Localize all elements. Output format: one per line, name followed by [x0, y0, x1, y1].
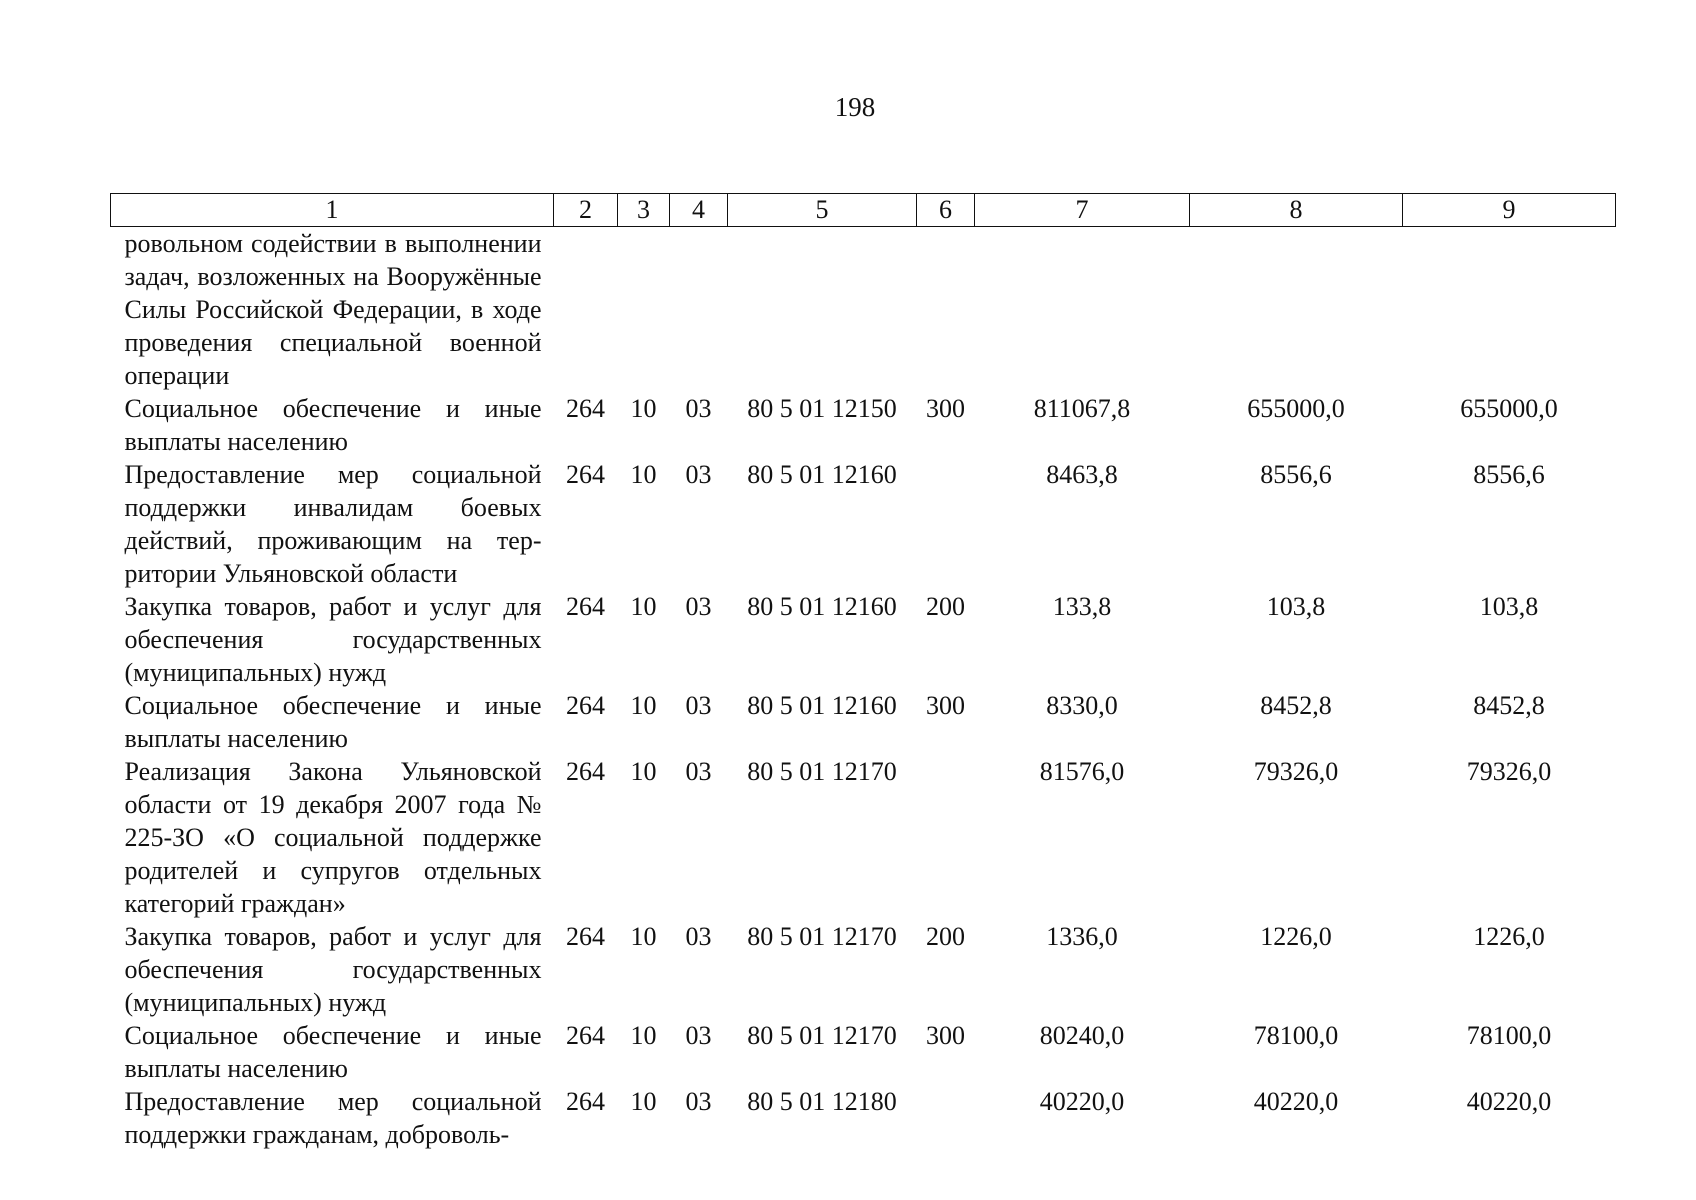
table-row [111, 755, 1616, 920]
cell-section: 10 [630, 691, 657, 720]
cell-subsection: 03 [685, 922, 712, 951]
cell-target-article: 80 5 01 12180 [747, 1087, 897, 1116]
cell-target-article: 80 5 01 12160 [747, 691, 897, 720]
row-name: Реализация Закона Ульяновской области от 19 декабря 2007 года № 225-ЗО «О социальной поддержке родителей и супругов отдельных категорий граждан» [124, 757, 542, 918]
column-header: 2 [554, 194, 618, 227]
cell-amount-col8: 1226,0 [1260, 922, 1332, 951]
cell-expense-type [917, 458, 975, 590]
cell-expense-type [917, 1085, 975, 1151]
cell-admin-code: 264 [566, 757, 605, 786]
page-number: 198 [834, 92, 876, 122]
column-header: 9 [1403, 194, 1616, 227]
cell-target-article: 80 5 01 12170 [747, 922, 897, 951]
row-name: Социальное обеспечение и иные выплаты населению [124, 394, 542, 456]
cell-amount-col8: 79326,0 [1253, 757, 1339, 786]
row-name: Социальное обеспечение и иные выплаты населению [124, 691, 542, 753]
cell-expense-type: 300 [926, 1021, 965, 1050]
cell-amount-col9: 8452,8 [1473, 691, 1545, 720]
table-row [111, 1085, 1616, 1151]
cell-subsection: 03 [685, 1087, 712, 1116]
cell-subsection: 03 [685, 394, 712, 423]
row-name: Закупка товаров, работ и услуг для обеспечения государственных (муниципальных) нужд [124, 922, 542, 1017]
cell-amount-col9: 40220,0 [1466, 1087, 1552, 1116]
column-header: 6 [917, 194, 975, 227]
cell-amount-col8: 8556,6 [1260, 460, 1332, 489]
table-row [111, 392, 1616, 458]
cell-amount-col8: 655000,0 [1247, 394, 1345, 423]
cell-section: 10 [630, 922, 657, 951]
row-name: Закупка товаров, работ и услуг для обеспечения государственных (муниципальных) нужд [124, 592, 542, 687]
column-header: 4 [670, 194, 728, 227]
row-name: Предоставление мер социальной поддержки гражданам, доброволь- [124, 1087, 542, 1149]
cell-amount-col9: 79326,0 [1466, 757, 1552, 786]
column-header: 1 [111, 194, 554, 227]
cell-amount-col7: 811067,8 [1033, 394, 1131, 423]
cell-section [618, 227, 670, 393]
cell-amount-col9: 1226,0 [1473, 922, 1545, 951]
cell-amount-col8: 8452,8 [1260, 691, 1332, 720]
cell-target-article: 80 5 01 12160 [747, 460, 897, 489]
table-header-row [111, 194, 1616, 227]
cell-amount-col7: 80240,0 [1039, 1021, 1125, 1050]
cell-expense-type [917, 227, 975, 393]
cell-amount-col7: 1336,0 [1046, 922, 1118, 951]
cell-amount-col8 [1190, 227, 1403, 393]
cell-expense-type: 300 [926, 691, 965, 720]
column-header: 5 [728, 194, 917, 227]
cell-amount-col7: 81576,0 [1039, 757, 1125, 786]
cell-admin-code: 264 [566, 592, 605, 621]
table-row [111, 227, 1616, 393]
row-name: Предоставление мер социальной поддержки инвалидам боевых действий, проживающим на территории Ульяновской области [124, 460, 542, 588]
cell-section: 10 [630, 757, 657, 786]
table-row [111, 1019, 1616, 1085]
cell-admin-code: 264 [566, 460, 605, 489]
budget-table [110, 193, 1616, 1151]
column-header: 8 [1190, 194, 1403, 227]
cell-subsection: 03 [685, 1021, 712, 1050]
cell-expense-type: 300 [926, 394, 965, 423]
cell-expense-type: 200 [926, 922, 965, 951]
cell-target-article: 80 5 01 12170 [747, 757, 897, 786]
table-row [111, 920, 1616, 1019]
cell-section: 10 [630, 1087, 657, 1116]
cell-amount-col9: 78100,0 [1466, 1021, 1552, 1050]
cell-amount-col7: 8330,0 [1046, 691, 1118, 720]
cell-amount-col7: 40220,0 [1039, 1087, 1125, 1116]
cell-admin-code [554, 227, 618, 393]
cell-amount-col9: 103,8 [1479, 592, 1539, 621]
cell-section: 10 [630, 1021, 657, 1050]
table-row [111, 458, 1616, 590]
cell-admin-code: 264 [566, 691, 605, 720]
cell-expense-type [917, 755, 975, 920]
row-name: Социальное обеспечение и иные выплаты населению [124, 1021, 542, 1083]
cell-subsection: 03 [685, 460, 712, 489]
cell-amount-col9: 655000,0 [1460, 394, 1558, 423]
cell-section: 10 [630, 394, 657, 423]
cell-section: 10 [630, 592, 657, 621]
cell-subsection [670, 227, 728, 393]
cell-subsection: 03 [685, 757, 712, 786]
cell-target-article: 80 5 01 12160 [747, 592, 897, 621]
cell-amount-col8: 78100,0 [1253, 1021, 1339, 1050]
cell-amount-col7: 133,8 [1052, 592, 1112, 621]
column-header: 3 [618, 194, 670, 227]
cell-amount-col8: 103,8 [1266, 592, 1326, 621]
cell-admin-code: 264 [566, 922, 605, 951]
cell-expense-type: 200 [926, 592, 965, 621]
cell-target-article [728, 227, 917, 393]
column-header: 7 [975, 194, 1190, 227]
cell-subsection: 03 [685, 691, 712, 720]
cell-amount-col9: 8556,6 [1473, 460, 1545, 489]
cell-amount-col7 [975, 227, 1190, 393]
row-name: ровольном содействии в выполнении задач, возложенных на Вооружённые Силы Российской Федерации, в ходе проведения специальной военной операции [124, 229, 542, 390]
cell-amount-col7: 8463,8 [1046, 460, 1118, 489]
cell-target-article: 80 5 01 12150 [747, 394, 897, 423]
table-row [111, 689, 1616, 755]
cell-amount-col8: 40220,0 [1253, 1087, 1339, 1116]
cell-amount-col9 [1403, 227, 1616, 393]
cell-target-article: 80 5 01 12170 [747, 1021, 897, 1050]
cell-admin-code: 264 [566, 1021, 605, 1050]
cell-admin-code: 264 [566, 1087, 605, 1116]
cell-section: 10 [630, 460, 657, 489]
cell-admin-code: 264 [566, 394, 605, 423]
table-row [111, 590, 1616, 689]
cell-subsection: 03 [685, 592, 712, 621]
